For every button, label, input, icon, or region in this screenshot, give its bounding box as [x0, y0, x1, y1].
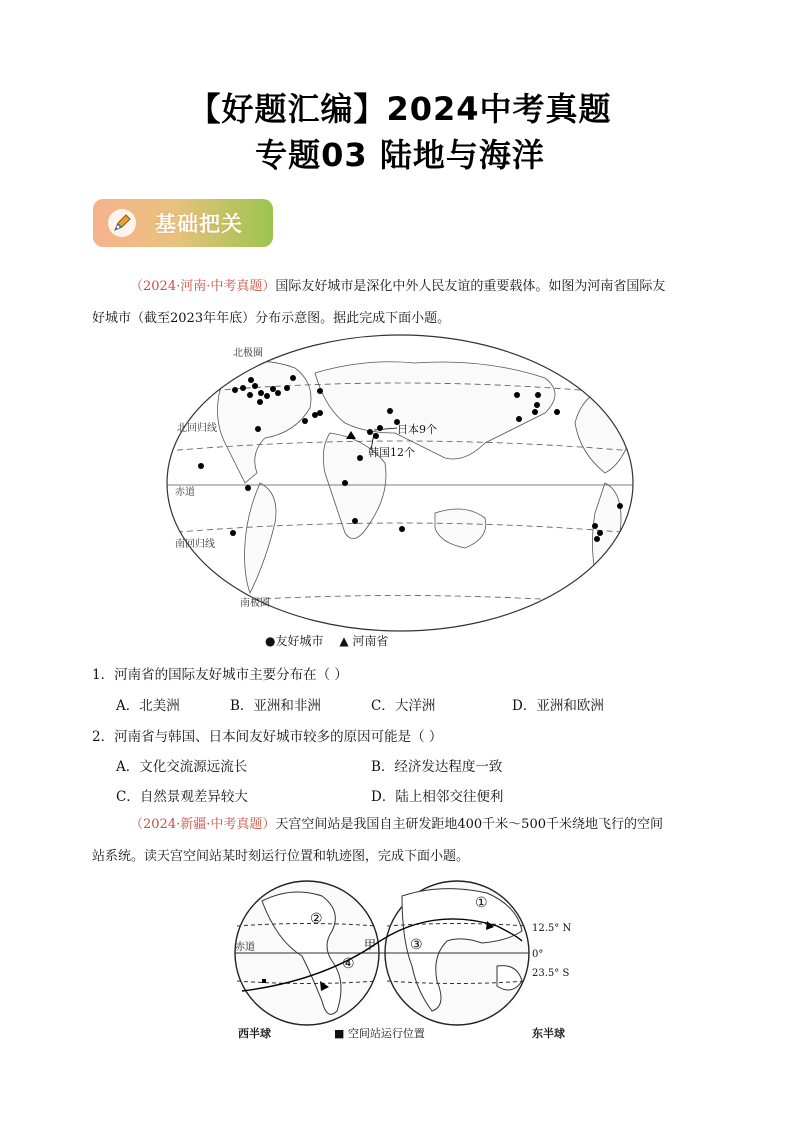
label-jia: 甲 [364, 938, 377, 952]
page-subtitle: 专题03 陆地与海洋 [255, 136, 545, 174]
pen-icon [107, 208, 137, 238]
label-region-2: ② [310, 911, 323, 927]
label-tropic-cancer: 北回归线 [177, 423, 217, 434]
page-title: 【好题汇编】2024中考真题 [188, 90, 612, 128]
section-badge-label: 基础把关 [155, 212, 243, 236]
map1-legend [265, 632, 388, 649]
question-1-option-d[interactable]: D．亚洲和欧洲 [512, 698, 604, 714]
legend-friendly-city: ●友好城市 [265, 634, 324, 648]
question-2-option-c[interactable]: C．自然景观差异较大 [116, 789, 248, 805]
legend-henan-province: ▲ 河南省 [339, 634, 389, 648]
question-1-option-c[interactable]: C．大洋洲 [371, 698, 436, 714]
passage-1 [92, 277, 712, 329]
label-station-position-legend: ■ 空间站运行位置 [334, 1027, 425, 1040]
label-lat-23-5s: 23.5° S [532, 968, 570, 979]
passage-1-line2: 好城市（截至2023年年底）分布示意图。据此完成下面小题。 [92, 311, 451, 326]
label-lat-0: 0° [532, 949, 544, 960]
question-2-option-a[interactable]: A．文化交流源远流长 [116, 759, 248, 775]
label-tropic-capricorn: 南回归线 [175, 539, 215, 550]
label-western-hemisphere: 西半球 [238, 1027, 271, 1040]
question-1-option-a[interactable]: A．北美洲 [116, 698, 180, 714]
label-antarctic-circle: 南极圈 [240, 598, 270, 609]
label-lat-12-5n: 12.5° N [532, 923, 572, 934]
question-2-stem: 2．河南省与韩国、日本间友好城市较多的原因可能是（ ） [92, 729, 443, 745]
passage-2-line1: 天宫空间站是我国自主研发距地400千米～500千米绕地飞行的空间 [275, 817, 663, 832]
label-region-4: ④ [342, 956, 355, 972]
passage-2-line2: 站系统。读天宫空间站某时刻运行位置和轨迹图，完成下面小题。 [92, 849, 470, 864]
world-map-friendly-cities [165, 333, 635, 633]
label-region-3: ③ [410, 937, 423, 953]
label-equator-2: 赤道 [235, 942, 255, 953]
question-2-option-b[interactable]: B．经济发达程度一致 [371, 759, 503, 775]
passage-2-source: （2024·新疆·中考真题） [130, 817, 276, 832]
label-eastern-hemisphere: 东半球 [532, 1027, 565, 1040]
label-arctic-circle: 北极圈 [233, 348, 263, 359]
passage-2 [92, 815, 712, 867]
passage-1-line1: 国际友好城市是深化中外人民友谊的重要载体。如图为河南省国际友 [275, 279, 666, 294]
label-korea-count: 韩国12个 [368, 446, 415, 459]
passage-1-source: （2024·河南·中考真题） [130, 279, 276, 294]
section-badge [93, 199, 273, 247]
question-1-stem: 1．河南省的国际友好城市主要分布在（ ） [92, 667, 348, 683]
label-japan-count: 日本9个 [397, 423, 437, 436]
space-station-orbit-map [232, 871, 582, 1046]
henan-province-marker [346, 431, 356, 439]
question-1-option-b[interactable]: B．亚洲和非洲 [230, 698, 321, 714]
question-2-option-d[interactable]: D．陆上相邻交往便利 [371, 789, 504, 805]
label-equator: 赤道 [175, 487, 195, 498]
label-region-1: ① [475, 895, 488, 911]
